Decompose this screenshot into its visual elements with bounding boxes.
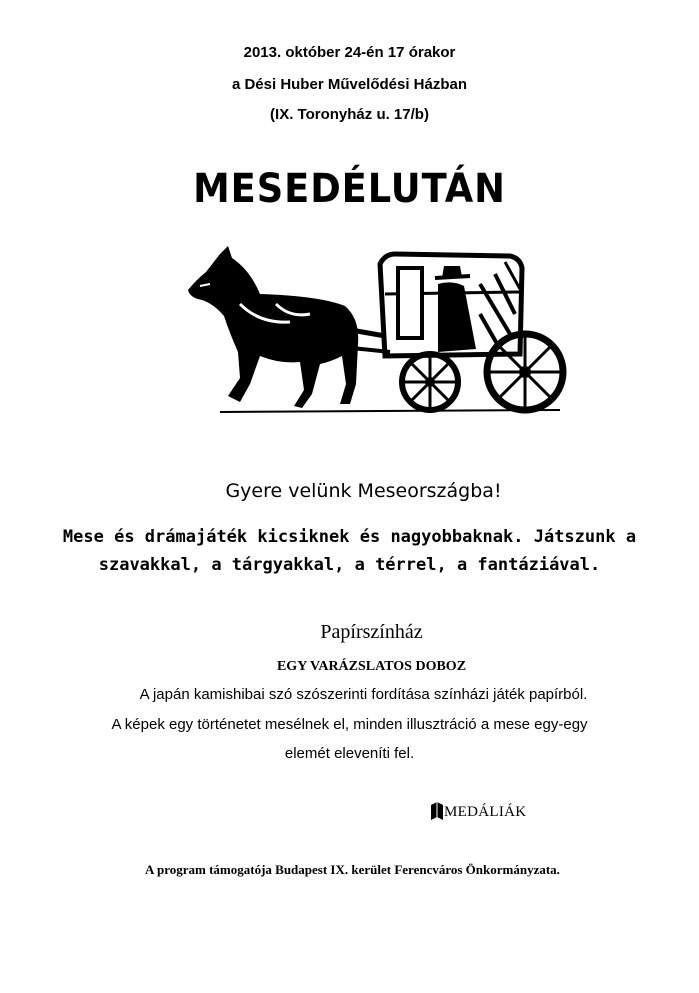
slogan: Gyere velünk Meseországba!	[225, 480, 502, 502]
description-line-1: Mese és drámajáték kicsiknek és nagyobbaknak. Játszunk a	[62, 527, 637, 547]
horse-carriage-icon	[180, 244, 570, 429]
event-address: (IX. Toronyház u. 17/b)	[270, 106, 429, 123]
medaliak-logo	[430, 801, 526, 821]
event-venue: a Dési Huber Művelődési Házban	[231, 76, 468, 93]
event-date: 2013. október 24-én 17 órakor	[243, 44, 456, 61]
book-icon	[430, 801, 444, 821]
page-title: MESEDÉLUTÁN	[193, 166, 506, 212]
section-subtitle: EGY VARÁZSLATOS DOBOZ	[276, 659, 467, 674]
section-text-line-2: A képek egy történetet mesélnek el, minden illusztráció a mese egy-egy	[111, 716, 588, 733]
description-line-2: szavakkal, a tárgyakkal, a térrel, a fantáziával.	[98, 555, 601, 575]
logo-text: MEDÁLIÁK	[444, 804, 527, 820]
section-title: Papírszínház	[320, 621, 423, 643]
section-text-line-3: elemét eleveníti fel.	[284, 745, 415, 762]
sponsor-note: A program támogatója Budapest IX. kerület Ferencváros Önkormányzata.	[145, 862, 560, 877]
section-text-line-1: A japán kamishibai szó szószerinti fordítása színházi játék papírból.	[139, 686, 588, 703]
